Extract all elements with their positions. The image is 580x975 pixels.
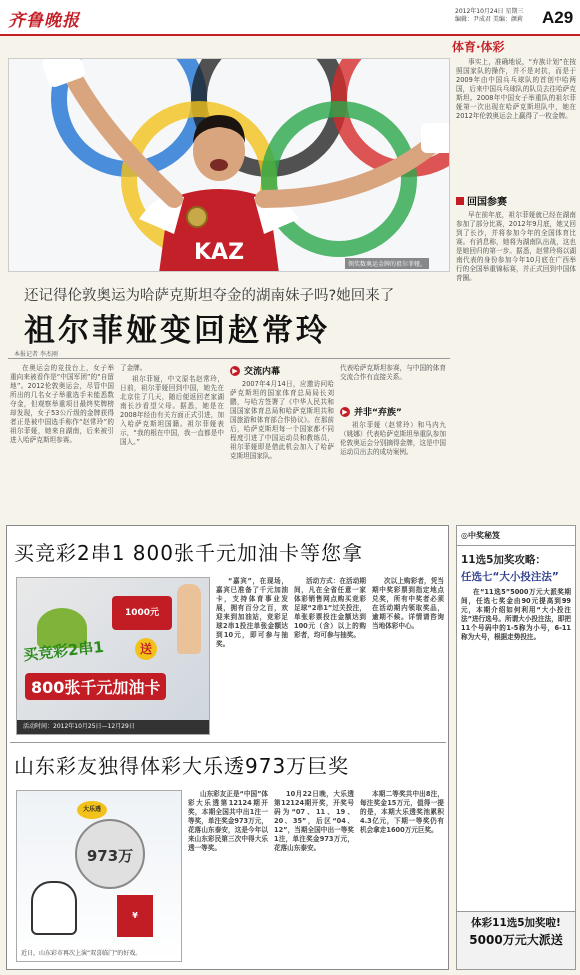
ad1-footer: 活动时间：2012年10月25日—12月29日 [17, 720, 210, 734]
article-text: 了金牌。 [120, 364, 147, 372]
ad-text: 10月22日晚，大乐透第12124期开奖，开奖号码为“07、11、19、20、35”，后区“04、12”，当期全国中出一等奖1注，单注奖金973万元，花落山东泰安。 [274, 790, 354, 852]
promo-line1: 体彩11选5加奖啦! [471, 917, 561, 929]
article-column-4 [340, 364, 446, 514]
ad-text: 活动方式：在活动期间，凡在全省任意一家体彩销售网点购买竞彩足球“2串1”过关投注，单张彩票投注金额达到100元（含）以上的购彩者，均可参与抽奖。 [294, 577, 366, 639]
article-text: 事实上，准确地说，“弃族计划”在按照国家队的操作，并不是对抗，而是于2009年由中国兵乓球队的首创中哈两国，后来中国兵乓球队的队员去往哈萨克斯坦。2008年中国女子举重队的祖尔菲娅第一次出现在哈萨克斯坦队中，她在2012年伦敦奥运会上赢得了一枚金牌。 [456, 58, 576, 120]
article-text: 祖尔菲娅（赵常玲）和马内九（姚娜）代表哈萨克斯坦举重队参加伦敦奥运会分别摘得金牌，这是中国运动员出去的成功案例。 [340, 421, 446, 456]
ad1-title: 买竞彩2串1 800张千元加油卡等您拿 [14, 541, 363, 565]
column-name: 中奖秘笈 [467, 531, 500, 540]
right-column-article [456, 58, 576, 518]
ad1-column-3 [372, 577, 444, 737]
ad1-column-1 [216, 577, 288, 737]
article-column-2 [120, 364, 224, 514]
lotto-ball: 大乐透 [77, 801, 107, 819]
divider [8, 358, 450, 359]
subhead-text: 并非“弃族” [354, 408, 402, 418]
page-number: A29 [542, 8, 574, 27]
newspaper-logo: 齐鲁晚报 [8, 11, 80, 31]
lottery-tips-column [456, 525, 576, 970]
column-header [457, 526, 575, 546]
subhead-return [456, 193, 576, 208]
woman-figure [177, 584, 201, 654]
jersey-text: KAZ [194, 240, 245, 265]
ad-text: 次以上购彩者，凭当期中奖彩票到指定地点兑奖，所有中奖者必须在活动期内领取奖品，逾期不候。详情请咨询当地体彩中心。 [372, 577, 444, 630]
article-column-1 [10, 364, 114, 514]
circle-icon: ◎ [461, 531, 468, 540]
headline: 祖尔菲娅变回赵常玲 [24, 313, 330, 349]
subhead-not-abandoned [340, 405, 446, 418]
article-text: 2007年4月14日，应邀访问哈萨克斯坦的国家体育总局局长刘鹏，与哈方签署了《中华人民共和国国家体育总局和哈萨克斯坦共和国旅游和体育部合作协议》。在那前后，哈萨克斯坦每一个国家都不同程度引进了中国运动员和教练员，祖尔菲娅即是借此机会加入了哈萨克斯坦国家队。 [230, 380, 334, 460]
article-text: 祖尔菲娅，中文原名赵常玲，日前，祖尔菲娅回到中国，她先在北京住了几天，随后便返回老家湖南长沙看望父母。据悉，她是在2008年经由有关方面正式引进，加入哈萨克斯坦国籍。祖尔菲娅表示，“我的根在中国，我一直都是中国人。” [120, 375, 224, 446]
prize-ball: 973万 [75, 819, 145, 889]
lead-photo [8, 58, 450, 272]
article-text: 在奥运会的竞技台上，女子举重向来被看作是“中国军团”的“自留地”。2012伦敦奥运会，尽管中国所出的几名女子举重选手未能悉数夺金，但观察举重项目最终奖牌榜却发现，女子53公斤级的金牌获得者正是被中国选手称作“赵常玲”的祖尔菲娅，她来自湖南，后来被引进入哈萨克斯坦参赛。 [10, 364, 114, 444]
ad-text: 山东彩友正是“中国”体彩大乐透第12124期开奖，本期全国共中出1注一等奖，单注奖金973万元，花落山东泰安，这是今年以来山东彩民第三次中得大乐透一等奖。 [188, 790, 268, 852]
ad2-cartoon-image [16, 790, 182, 962]
subhead-text: 交流内幕 [244, 367, 281, 377]
ad1-banner-line3: 800张千元加油卡 [25, 673, 166, 700]
masthead [0, 0, 580, 36]
ad-text: “嘉宾”，在现场，嘉宾已准备了千元加油卡，支持体育事业发展，拥有百分之百，欢迎来到加油站，竞彩足球2串1投注单张金额达到10元，即可参与抽奖。 [216, 577, 288, 648]
byline: 本报记者 李杰刚 [14, 351, 58, 358]
ad1-banner-line1: 买竞彩2串1 [22, 637, 105, 665]
issue-info [455, 8, 523, 24]
article-text: 早在前年底，祖尔菲娅就已经在湖南参加了部分比赛，2012年9月底，她又回到了长沙，并将参加今年的全国体育比赛。有消息称，她将为湖南队出战，这也是她回归的第一步。据悉，赵常玲将以湖南代表的身份参加今年10月底在广西举行的全国举重锦标赛，并正式回到中国体育圈。 [456, 211, 576, 282]
tips-title: 11选5加奖攻略： [461, 554, 546, 566]
ad-text: 本期二等奖共中出8注，每注奖金15万元，值得一提的是，本期大乐透奖池累积4.3亿元，下期一等奖仍有机会拿走1600万元巨奖。 [360, 790, 444, 834]
promo-line2: 5000万元大派送 [469, 933, 563, 947]
olympic-rings-backdrop [9, 59, 450, 272]
section-label: 体育·体彩 [452, 40, 505, 54]
photo-caption: 领奖数奥运金牌的祖尔菲娅。 [345, 258, 429, 269]
ad1-banner-line2: 送 [135, 638, 157, 660]
issue-date: 2012年10月24日 星期三 [455, 8, 524, 15]
ad1-banner-image [16, 577, 210, 735]
tips-text: 在“11选5”5000万元大派奖期间，任选七奖金由90元提高到99元，本期介绍如何利用“大小投注法”进行选号。所谓大小投注法，即把11个号码中的1-5称为小号，6-11称为大号，根据走势投注。 [461, 588, 571, 641]
subhead-text: 回国参赛 [467, 197, 507, 208]
divider [10, 742, 446, 743]
cartoon-person [31, 881, 77, 935]
ad2-title: 山东彩友独得体彩大乐透973万巨奖 [14, 754, 350, 778]
promo-box [457, 911, 575, 969]
bullet-icon: ▶ [340, 407, 350, 417]
ad2-image-caption: 近日，山东彩市再次上演“双喜临门”的好戏。 [21, 950, 142, 957]
subheadline: 还记得伦敦奥运为哈萨克斯坦夺金的湖南妹子吗?她回来了 [24, 288, 395, 304]
issue-editors: 编辑：尹成君 美编：颜莉 [455, 16, 523, 23]
tips-subtitle: 任选七“大小投注法” [461, 571, 559, 583]
square-icon [456, 197, 464, 205]
ad2-column-3 [360, 790, 444, 962]
article-text: 代表哈萨克斯坦参赛，与中国的体育交流合作有直接关系。 [340, 364, 446, 381]
money-bag-icon: ¥ [117, 895, 153, 937]
ad2-column-2 [274, 790, 354, 962]
ad2-column-1 [188, 790, 268, 962]
tips-body [457, 588, 575, 888]
subhead-exchange [230, 364, 334, 377]
fuel-card: 1000元 [112, 596, 172, 630]
ad1-column-2 [294, 577, 366, 737]
article-column-3 [230, 364, 334, 514]
bullet-icon: ▶ [230, 366, 240, 376]
